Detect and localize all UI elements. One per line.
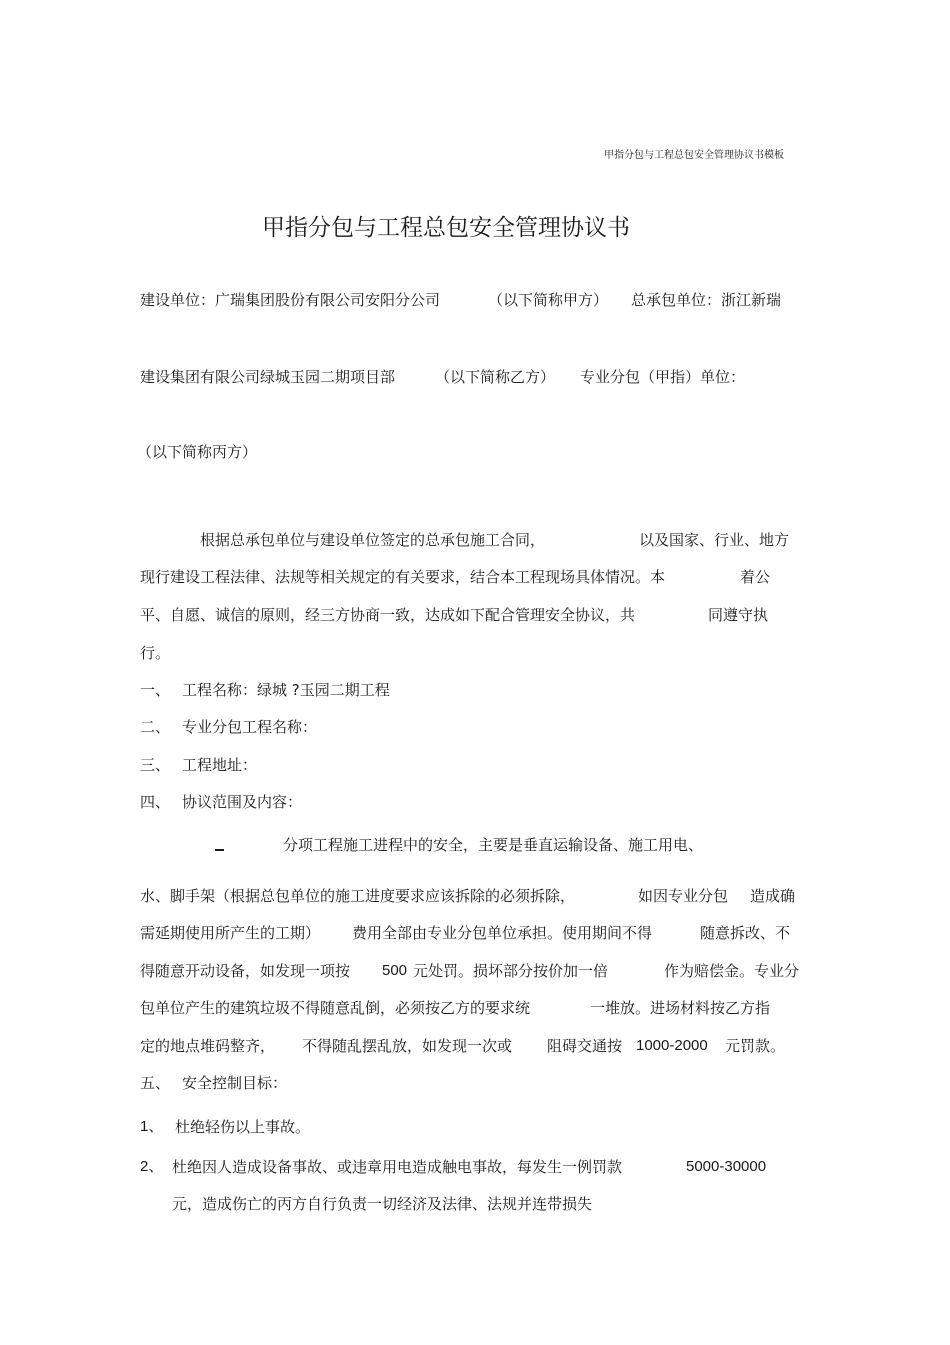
section-text: 工程名称：绿城 ?玉园二期工程 — [182, 681, 390, 699]
party-subcontractor-alias: （以下简称丙方） — [137, 443, 258, 461]
scope-line: 水、脚手架（根据总包单位的施工进度要求应该拆除的必须拆除， — [140, 887, 576, 905]
section-text: 协议范围及内容： — [182, 793, 303, 811]
party-contractor: 建设集团有限公司绿城玉园二期项目部 — [140, 368, 396, 386]
party-client-alias: （以下简称甲方） — [488, 291, 609, 309]
target-text: 杜绝轻伤以上事故。 — [175, 1118, 311, 1136]
penalty-amount: 5000-30000 — [686, 1158, 767, 1175]
scope-line: 元罚款。 — [725, 1037, 786, 1055]
section-number: 四、 — [140, 793, 171, 811]
target-text-continued: 元，造成伤亡的丙方自行负责一切经济及法律、法规并连带损失 — [172, 1195, 593, 1213]
section-text: 安全控制目标： — [182, 1074, 288, 1092]
intro-line: 着公 — [740, 568, 771, 586]
penalty-amount: 500 — [382, 962, 408, 979]
intro-line: 现行建设工程法律、法规等相关规定的有关要求，结合本工程现场具体情况。本 — [140, 568, 666, 586]
section-text: 工程地址： — [182, 756, 258, 774]
target-number: 1、 — [140, 1118, 164, 1135]
scope-line: 分项工程施工进程中的安全，主要是垂直运输设备、施工用电、 — [283, 836, 704, 854]
section-number: 一、 — [140, 681, 171, 699]
target-number: 2、 — [140, 1158, 164, 1175]
party-client: 建设单位：广瑞集团股份有限公司安阳分公司 — [140, 291, 441, 309]
scope-line: 不得随乱摆乱放，如发现一次或 — [302, 1037, 513, 1055]
section-number: 三、 — [140, 756, 171, 774]
penalty-amount: 1000-2000 — [636, 1037, 708, 1054]
intro-line: 行。 — [140, 644, 171, 662]
scope-line: 费用全部由专业分包单位承担。使用期间不得 — [352, 924, 653, 942]
scope-line: 阻碍交通按 — [547, 1037, 623, 1055]
scope-line: 需延期使用所产生的工期） — [140, 924, 321, 942]
scope-line: 一堆放。进场材料按乙方指 — [590, 999, 771, 1017]
running-header: 甲指分包与工程总包安全管理协议书模板 — [604, 150, 784, 161]
document-title: 甲指分包与工程总包安全管理协议书 — [262, 215, 630, 241]
section-number: 二、 — [140, 718, 171, 736]
scope-line: 作为赔偿金。专业分 — [664, 962, 800, 980]
target-text: 杜绝因人造成设备事故、或违章用电造成触电事故，每发生一例罚款 — [172, 1158, 623, 1176]
intro-line: 以及国家、行业、地方 — [639, 531, 790, 549]
scope-line: 如因专业分包 — [638, 887, 729, 905]
scope-line: 随意拆改、不 — [700, 924, 791, 942]
scope-line: 得随意开动设备，如发现一项按 — [140, 962, 351, 980]
section-text: 专业分包工程名称： — [182, 718, 318, 736]
scope-line: 造成确 — [750, 887, 796, 905]
intro-line: 根据总承包单位与建设单位签定的总承包施工合同， — [200, 531, 546, 549]
section-number: 五、 — [140, 1074, 171, 1092]
scope-line: 包单位产生的建筑垃圾不得随意乱倒，必须按乙方的要求统 — [140, 999, 531, 1017]
scope-line: 元处罚。损坏部分按价加一倍 — [413, 962, 609, 980]
intro-line: 同遵守执 — [708, 606, 769, 624]
party-contractor-alias: （以下简称乙方） — [435, 368, 556, 386]
intro-line: 平、自愿、诚信的原则，经三方协商一致，达成如下配合管理安全协议，共 — [140, 606, 636, 624]
scope-line: 定的地点堆码整齐， — [140, 1037, 276, 1055]
list-dash-marker — [215, 849, 224, 851]
party-contractor-label: 总承包单位：浙江新瑞 — [631, 291, 782, 309]
party-subcontractor-label: 专业分包（甲指）单位： — [580, 368, 746, 386]
